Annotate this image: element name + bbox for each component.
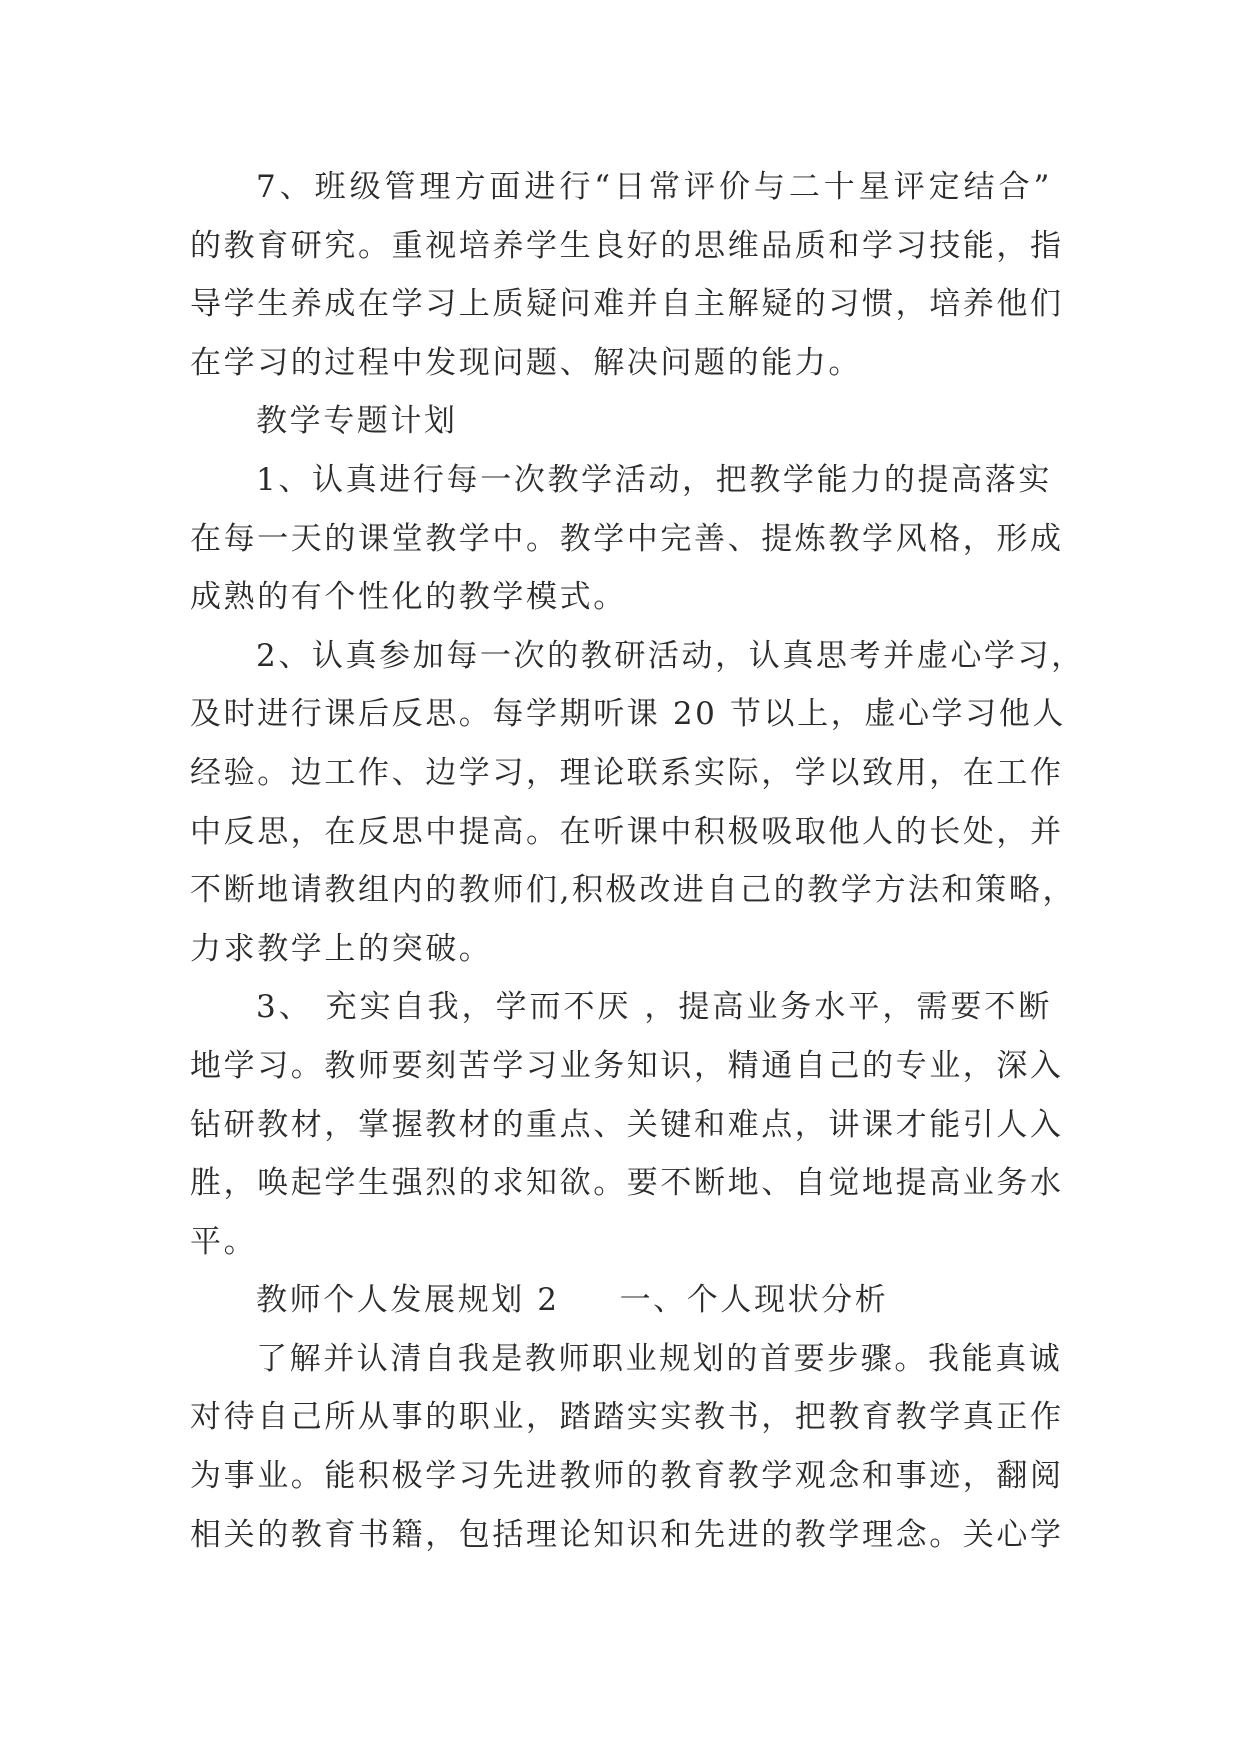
text-line: 2、认真参加每一次的教研活动，认真思考并虚心学习， (256, 637, 1085, 674)
text-line: 相关的教育书籍，包括理论知识和先进的教学理念。关心学 (190, 1516, 1064, 1553)
text-line: 了解并认清自我是教师职业规划的首要步骤。我能真诚 (256, 1340, 1063, 1377)
text-line: 导学生养成在学习上质疑问难并自主解疑的习惯，培养他们 (190, 286, 1064, 323)
text-line: 在每一天的课堂教学中。教学中完善、提炼教学风格，形成 (190, 520, 1064, 557)
heading-line (190, 1271, 1052, 1330)
text-line: 对待自己所从事的职业，踏踏实实教书，把教育教学真正作 (190, 1399, 1064, 1436)
section-heading-teaching-plan (190, 392, 1052, 451)
paragraph-item-2 (190, 627, 1085, 979)
text-line: 7、班级管理方面进行“日常评价与二十星评定结合” (256, 169, 1052, 205)
text-line: 及时进行课后反思。每学期听课 20 节以上，虚心学习他人 (190, 696, 1066, 733)
document-body (190, 158, 1085, 1564)
text-line: 成熟的有个性化的教学模式。 (190, 579, 627, 616)
text-line: 1、认真进行每一次教学活动，把教学能力的提高落实 (256, 461, 1052, 498)
text-line: 力求教学上的突破。 (190, 930, 493, 967)
text-line: 钻研教材，掌握教材的重点、关键和难点，讲课才能引人入 (190, 1106, 1064, 1143)
heading-text: 教学专题计划 (256, 403, 458, 440)
text-line: 中反思，在反思中提高。在听课中积极吸取他人的长处，并 (190, 813, 1064, 850)
paragraph-self-analysis (190, 1330, 1064, 1564)
text-line: 地学习。教师要刻苦学习业务知识，精通自己的专业，深入 (190, 1047, 1064, 1084)
text-line: 胜，唤起学生强烈的求知欲。要不断地、自觉地提高业务水 (190, 1165, 1064, 1202)
text-line: 在学习的过程中发现问题、解决问题的能力。 (190, 344, 862, 381)
text-line: 为事业。能积极学习先进教师的教育教学观念和事迹，翻阅 (190, 1458, 1064, 1495)
section-heading-development-plan (190, 1271, 1052, 1330)
text-line: 平。 (190, 1223, 258, 1260)
text-line: 3、 充实自我，学而不厌 ，提高业务水平，需要不断 (256, 989, 1052, 1026)
text-line: 不断地请教组内的教师们,积极改进自己的教学方法和策略， (190, 872, 1077, 909)
paragraph-item-3 (190, 978, 1064, 1271)
heading-title: 教师个人发展规划 2 (256, 1282, 560, 1319)
paragraph-item-1 (190, 451, 1064, 627)
text-line: 的教育研究。重视培养学生良好的思维品质和学习技能，指 (190, 227, 1064, 264)
paragraph-class-management (190, 158, 1064, 392)
heading-subtitle: 一、个人现状分析 (619, 1282, 889, 1319)
text-line: 经验。边工作、边学习，理论联系实际，学以致用，在工作 (190, 754, 1064, 791)
